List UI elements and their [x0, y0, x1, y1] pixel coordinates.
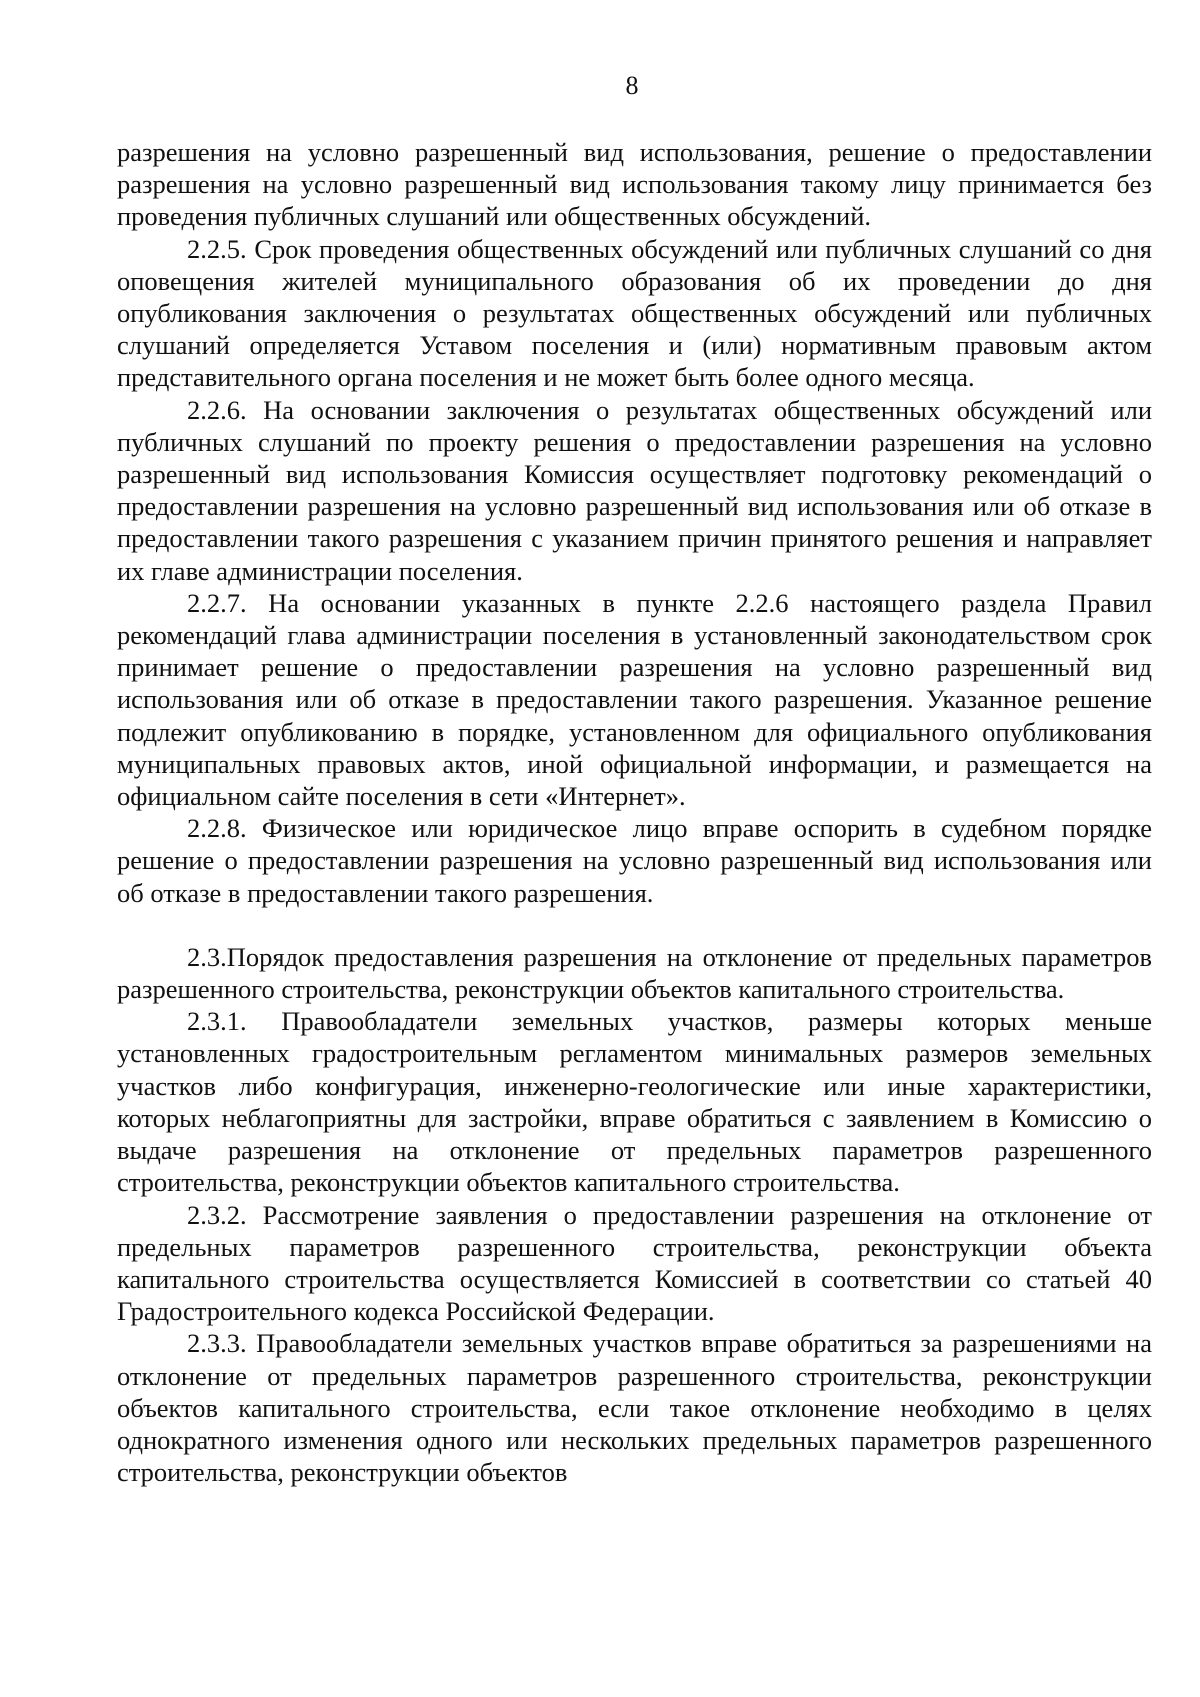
paragraph-continuation: разрешения на условно разрешенный вид использования, решение о предоставлении разрешения на условно разрешенный вид использования такому лицу принимается без проведения публичных слушаний или общественных обсуждений. — [117, 137, 1152, 232]
paragraph-2-2-8: 2.2.8. Физическое или юридическое лицо вправе оспорить в судебном порядке решение о предоставлении разрешения на условно разрешенный вид использования или об отказе в предоставлении такого разрешения. — [117, 813, 1152, 908]
paragraph-2-2-6: 2.2.6. На основании заключения о результатах общественных обсуждений или публичных слушаний по проекту решения о предоставлении разрешения на условно разрешенный вид использования Комиссия осуществляет подготовку рекомендаций о предоставлении разрешения на условно разрешенный вид использования или об отказе в предоставлении такого разрешения с указанием причин принятого решения и направляет их главе администрации поселения. — [117, 394, 1152, 586]
document-body — [117, 136, 1152, 1488]
paragraph-2-3-1: 2.3.1. Правообладатели земельных участков, размеры которых меньше установленных градостроительным регламентом минимальных размеров земельных участков либо конфигурация, инженерно-геологические или иные характеристики, которых неблагоприятны для застройки, вправе обратиться с заявлением в Комиссию о выдаче разрешения на отклонение от предельных параметров разрешенного строительства, реконструкции объектов капитального строительства. — [117, 1006, 1152, 1198]
paragraph-2-2-5: 2.2.5. Срок проведения общественных обсуждений или публичных слушаний со дня оповещения жителей муниципального образования об их проведении до дня опубликования заключения о результатах общественных обсуждений или публичных слушаний определяется Уставом поселения и (или) нормативным правовым актом представительного органа поселения и не может быть более одного месяца. — [117, 233, 1152, 393]
paragraph-2-3-3: 2.3.3. Правообладатели земельных участков вправе обратиться за разрешениями на отклонение от предельных параметров разрешенного строительства, реконструкции объектов капитального строительства, если такое отклонение необходимо в целях однократного изменения одного или нескольких предельных параметров разрешенного строительства, реконструкции объектов — [117, 1328, 1152, 1488]
page-number: 8 — [625, 71, 639, 100]
paragraph-2-2-7: 2.2.7. На основании указанных в пункте 2.2.6 настоящего раздела Правил рекомендаций глава администрации поселения в установленный законодательством срок принимает решение о предоставлении разрешения на условно разрешенный вид использования или об отказе в предоставлении такого разрешения. Указанное решение подлежит опубликованию в порядке, установленном для официального опубликования муниципальных правовых актов, иной официальной информации, и размещается на официальном сайте поселения в сети «Интернет». — [117, 587, 1152, 812]
section-heading-2-3: 2.3.Порядок предоставления разрешения на отклонение от предельных параметров разрешенного строительства, реконструкции объектов капитального строительства. — [117, 941, 1152, 1005]
paragraph-2-3-2: 2.3.2. Рассмотрение заявления о предоставлении разрешения на отклонение от предельных параметров разрешенного строительства, реконструкции объекта капитального строительства осуществляется Комиссией в соответствии со статьей 40 Градостроительного кодекса Российской Федерации. — [117, 1199, 1152, 1327]
